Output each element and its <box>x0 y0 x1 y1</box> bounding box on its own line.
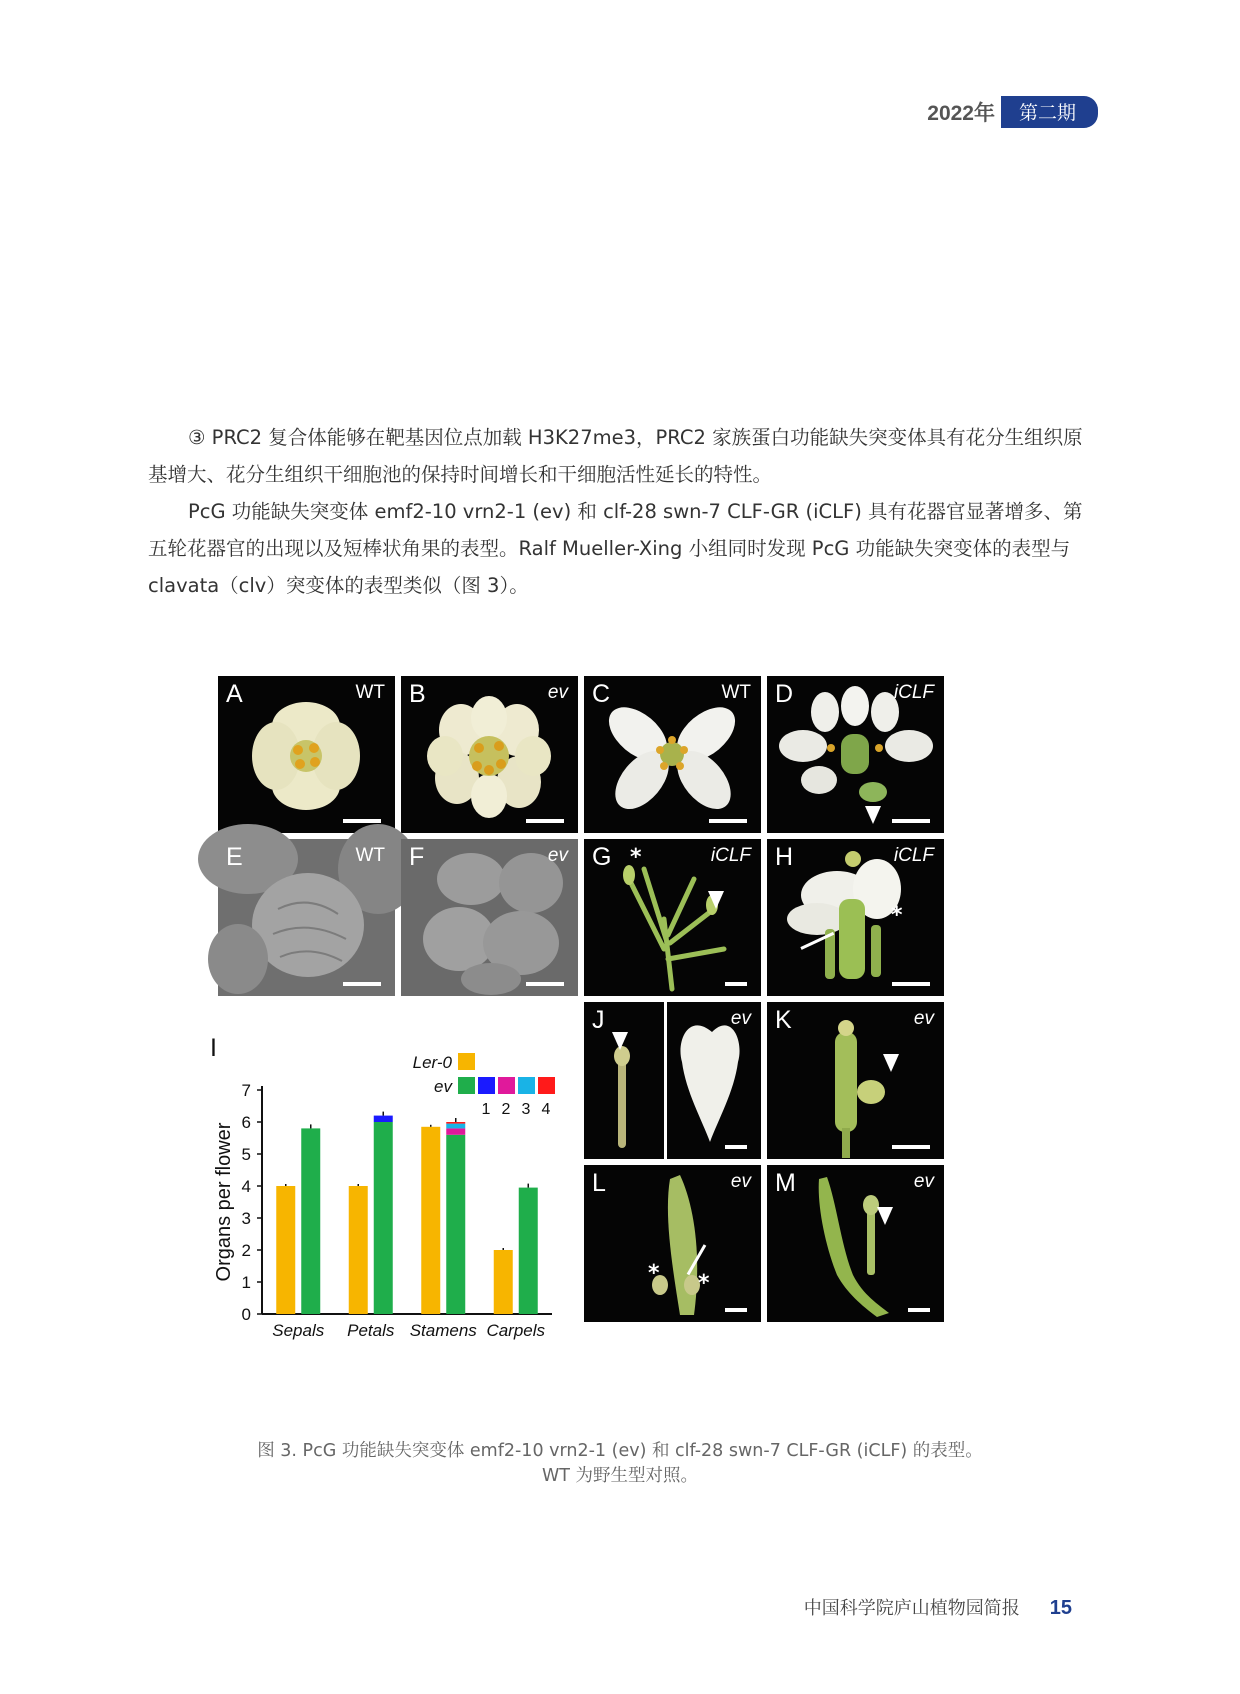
scale-bar <box>892 1145 930 1149</box>
legend-swatch-ler <box>458 1053 475 1070</box>
panel-label: E <box>226 843 243 871</box>
asterisk-marker: * <box>891 903 903 928</box>
panel-k-image <box>767 1002 944 1159</box>
legend-number: 4 <box>541 1101 551 1118</box>
panel-label: K <box>775 1006 792 1034</box>
asterisk-marker: * <box>648 1261 660 1286</box>
genotype-label: iCLF <box>710 845 751 866</box>
y-tick-label: 2 <box>241 1241 251 1260</box>
panel-a-image <box>218 676 395 833</box>
y-tick-label: 5 <box>241 1145 251 1164</box>
y-tick-label: 0 <box>241 1305 251 1324</box>
asterisk-marker: * <box>698 1271 710 1296</box>
genotype-label: WT <box>355 682 385 703</box>
genotype-label: ev <box>913 1008 934 1029</box>
scale-bar <box>725 982 747 986</box>
panel-label: A <box>226 680 243 708</box>
legend-swatch-whorl-2 <box>498 1077 515 1094</box>
bar-ler-0 <box>421 1127 440 1314</box>
arrowhead-marker <box>612 1032 628 1050</box>
y-tick-label: 7 <box>241 1081 251 1100</box>
bar-ler-0 <box>276 1186 295 1314</box>
scale-bar <box>343 819 381 823</box>
legend-number: 3 <box>521 1101 531 1118</box>
bar-ev <box>519 1188 538 1314</box>
bar-extra-whorl-1 <box>374 1116 393 1122</box>
bar-extra-whorl-4 <box>446 1122 465 1124</box>
x-category-label: Carpels <box>486 1321 546 1340</box>
scale-bar <box>892 819 930 823</box>
panel-label: H <box>775 843 794 871</box>
panel-d-image <box>767 676 944 833</box>
y-tick-label: 6 <box>241 1113 251 1132</box>
bar-ler-0 <box>349 1186 368 1314</box>
paragraph: PcG 功能缺失突变体 emf2-10 vrn2-1 (ev) 和 clf-28 swn-7 CLF-GR (iCLF) 具有花器官显著增多、第五轮花器官的出现以及短棒状角果的表型。Ralf Mueller-Xing 小组同时发现 PcG 功能缺失突变体的表型与 clavata（clv）突变体的表型类似（图 3）。 <box>148 500 1083 597</box>
genotype-label: iCLF <box>893 845 934 866</box>
scale-bar <box>725 1308 747 1312</box>
arrowhead-marker <box>708 891 724 909</box>
figure-3 <box>210 676 1010 1382</box>
panel-label: G <box>592 843 612 871</box>
bar-ev <box>301 1128 320 1314</box>
scale-bar <box>709 819 747 823</box>
y-tick-label: 4 <box>241 1177 251 1196</box>
genotype-label: ev <box>913 1171 934 1192</box>
scale-bar <box>908 1308 930 1312</box>
panel-label: D <box>775 680 794 708</box>
body-text <box>148 419 1094 604</box>
panel-label: L <box>592 1169 606 1197</box>
genotype-label: WT <box>721 682 751 703</box>
panel-c-image <box>584 676 761 833</box>
panel-m-image <box>767 1165 944 1322</box>
figure-caption-line-2: WT 为野生型对照。 <box>541 1466 699 1486</box>
scale-bar <box>526 982 564 986</box>
organs-per-flower-chart <box>213 1036 613 1382</box>
legend-swatch-whorl-3 <box>518 1077 535 1094</box>
bar-ler-0 <box>494 1250 513 1314</box>
panel-l-image <box>584 1165 761 1322</box>
genotype-label: ev <box>547 845 568 866</box>
legend-swatch-whorl-4 <box>538 1077 555 1094</box>
x-category-label: Stamens <box>409 1321 477 1340</box>
legend-swatch-whorl-1 <box>478 1077 495 1094</box>
arrowhead-marker <box>883 1054 899 1072</box>
asterisk-marker: * <box>630 845 642 870</box>
figure-caption-line-1: 图 3. PcG 功能缺失突变体 emf2-10 vrn2-1 (ev) 和 clf-28 swn-7 CLF-GR (iCLF) 的表型。 <box>257 1441 983 1461</box>
panel-label: J <box>592 1006 605 1034</box>
legend-number: 2 <box>501 1101 511 1118</box>
panel-h-image <box>767 839 944 996</box>
issue-header <box>927 96 1098 128</box>
panel-e-image <box>218 839 395 996</box>
page-number: 15 <box>1049 1597 1072 1619</box>
bar-extra-whorl-2 <box>446 1128 465 1134</box>
bar-ev <box>374 1122 393 1314</box>
panel-f-image <box>401 839 578 996</box>
panel-g-image <box>584 839 761 996</box>
panel-label: C <box>592 680 611 708</box>
arrowhead-marker <box>877 1207 893 1225</box>
panel-label: B <box>409 680 426 708</box>
y-tick-label: 1 <box>241 1273 251 1292</box>
genotype-label: ev <box>547 682 568 703</box>
panel-i-chart <box>210 1034 613 1382</box>
paragraph: ③ PRC2 复合体能够在靶基因位点加载 H3K27me3，PRC2 家族蛋白功能缺失突变体具有花分生组织原基增大、花分生组织干细胞池的保持时间增长和干细胞活性延长的特性。 <box>148 426 1083 486</box>
page-footer <box>804 1594 1072 1620</box>
issue-number-badge: 第二期 <box>1001 96 1098 128</box>
scale-bar <box>892 982 930 986</box>
legend-label-ev: ev <box>434 1077 452 1096</box>
y-tick-label: 3 <box>241 1209 251 1228</box>
legend-swatch-ev <box>458 1077 475 1094</box>
legend-label-ler: Ler-0 <box>412 1053 452 1072</box>
panel-label: I <box>210 1034 217 1062</box>
panel-label: M <box>775 1169 796 1197</box>
panel-j-image <box>584 1002 761 1159</box>
panel-label: F <box>409 843 425 871</box>
bar-ev <box>446 1135 465 1314</box>
genotype-label: iCLF <box>893 682 934 703</box>
x-category-label: Petals <box>347 1321 395 1340</box>
scale-bar <box>725 1145 747 1149</box>
scale-bar <box>343 982 381 986</box>
panel-b-image <box>401 676 578 833</box>
arrowhead-marker <box>865 806 881 824</box>
bar-extra-whorl-3 <box>446 1124 465 1129</box>
genotype-label: ev <box>730 1008 751 1029</box>
genotype-label: ev <box>730 1171 751 1192</box>
x-category-label: Sepals <box>272 1321 325 1340</box>
issue-year: 2022年 <box>927 102 995 125</box>
y-axis-label: Organs per flower <box>213 1122 235 1282</box>
legend-number: 1 <box>481 1101 491 1118</box>
journal-name: 中国科学院庐山植物园简报 <box>803 1598 1020 1619</box>
genotype-label: WT <box>355 845 385 866</box>
scale-bar <box>526 819 564 823</box>
